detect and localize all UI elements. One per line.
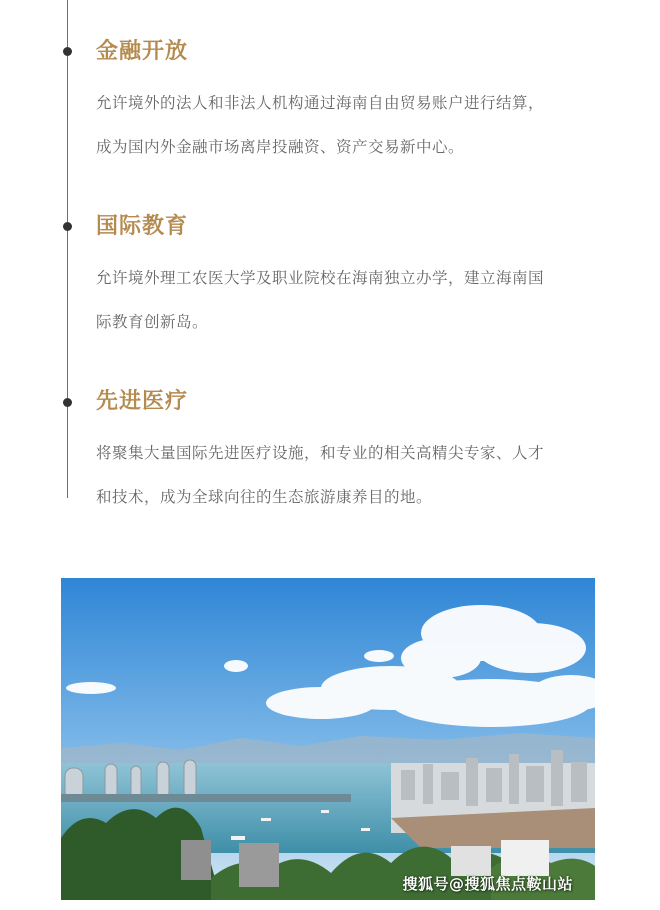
timeline-dot [63, 47, 72, 56]
section-title: 先进医疗 [96, 389, 189, 414]
section-body [96, 256, 616, 344]
section-finance [96, 37, 616, 169]
timeline-dot [63, 398, 72, 407]
body-line: 允许境外理工农医大学及职业院校在海南独立办学，建立海南国 [96, 269, 545, 287]
section-education [96, 212, 616, 344]
body-line: 和技术，成为全球向往的生态旅游康养目的地。 [96, 488, 433, 506]
body-line: 允许境外的法人和非法人机构通过海南自由贸易账户进行结算， [96, 94, 545, 112]
city-coast-photo [61, 578, 595, 900]
section-title: 国际教育 [96, 214, 189, 239]
watermark-text: 搜狐号@搜狐焦点鞍山站 [402, 875, 573, 893]
section-medical [96, 387, 616, 519]
section-title: 金融开放 [96, 39, 189, 64]
timeline-line [67, 0, 68, 498]
body-line: 将聚集大量国际先进医疗设施，和专业的相关高精尖专家、人才 [96, 444, 545, 462]
body-line: 成为国内外金融市场离岸投融资、资产交易新中心。 [96, 138, 465, 156]
body-line: 际教育创新岛。 [96, 313, 209, 331]
section-body [96, 81, 616, 169]
timeline-dot [63, 222, 72, 231]
section-body [96, 431, 616, 519]
